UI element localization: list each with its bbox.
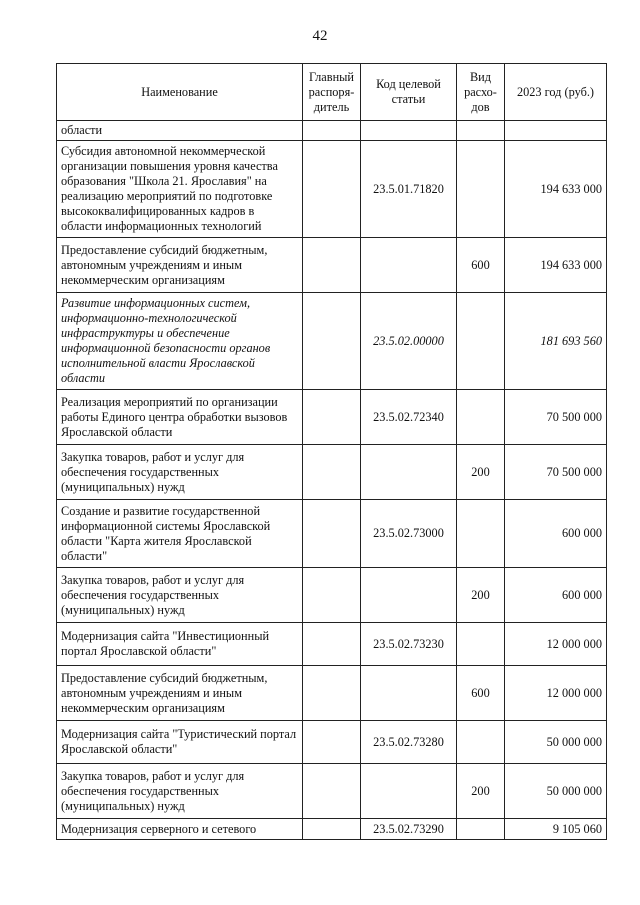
row-sum: 9 105 060 xyxy=(505,819,607,840)
row-sum: 194 633 000 xyxy=(505,238,607,293)
row-name: Реализация мероприятий по организации работы Единого центра обработки вызовов Ярославской области xyxy=(57,390,303,445)
row-vid xyxy=(457,623,505,666)
row-vid xyxy=(457,121,505,141)
row-name: Модернизация сайта "Инвестиционный портал Ярославской области" xyxy=(57,623,303,666)
row-vid: 200 xyxy=(457,445,505,500)
row-sum: 70 500 000 xyxy=(505,390,607,445)
row-code: 23.5.02.72340 xyxy=(361,390,457,445)
table-row xyxy=(57,764,607,819)
table-row xyxy=(57,445,607,500)
row-admin xyxy=(303,623,361,666)
row-admin xyxy=(303,764,361,819)
row-vid: 600 xyxy=(457,666,505,721)
row-sum: 50 000 000 xyxy=(505,721,607,764)
header-name: Наименование xyxy=(57,64,303,121)
row-admin xyxy=(303,238,361,293)
row-code: 23.5.02.73000 xyxy=(361,500,457,568)
budget-table xyxy=(56,63,607,840)
table-row xyxy=(57,623,607,666)
row-code: 23.5.02.00000 xyxy=(361,293,457,390)
row-code xyxy=(361,568,457,623)
row-vid xyxy=(457,293,505,390)
row-sum: 12 000 000 xyxy=(505,666,607,721)
row-sum: 194 633 000 xyxy=(505,141,607,238)
row-admin xyxy=(303,721,361,764)
page-number: 42 xyxy=(312,28,328,44)
table-row xyxy=(57,500,607,568)
header-vid: Вид расхо-дов xyxy=(457,64,505,121)
row-name: Субсидия автономной некоммерческой организации повышения уровня качества образования "Школа 21. Ярославия" на реализацию мероприятий по подготовке высококвалифицированных кадров в области информационных технологий xyxy=(57,141,303,238)
row-vid xyxy=(457,819,505,840)
row-name: Закупка товаров, работ и услуг для обеспечения государственных (муниципальных) нужд xyxy=(57,445,303,500)
row-name: Создание и развитие государственной информационной системы Ярославской области "Карта жителя Ярославской области" xyxy=(57,500,303,568)
table-row xyxy=(57,141,607,238)
row-sum: 12 000 000 xyxy=(505,623,607,666)
row-code xyxy=(361,121,457,141)
row-code xyxy=(361,666,457,721)
row-name: Закупка товаров, работ и услуг для обеспечения государственных (муниципальных) нужд xyxy=(57,764,303,819)
table-row xyxy=(57,238,607,293)
row-code: 23.5.02.73290 xyxy=(361,819,457,840)
row-admin xyxy=(303,666,361,721)
row-sum: 70 500 000 xyxy=(505,445,607,500)
header-code: Код целевой статьи xyxy=(361,64,457,121)
table-header-row xyxy=(57,64,607,121)
row-sum: 600 000 xyxy=(505,568,607,623)
row-code xyxy=(361,238,457,293)
row-admin xyxy=(303,141,361,238)
row-sum xyxy=(505,121,607,141)
row-admin xyxy=(303,568,361,623)
row-admin xyxy=(303,293,361,390)
row-code: 23.5.02.73280 xyxy=(361,721,457,764)
row-vid xyxy=(457,500,505,568)
table-row xyxy=(57,819,607,840)
table-row xyxy=(57,721,607,764)
row-code: 23.5.01.71820 xyxy=(361,141,457,238)
row-admin xyxy=(303,445,361,500)
row-name: Закупка товаров, работ и услуг для обеспечения государственных (муниципальных) нужд xyxy=(57,568,303,623)
row-name: Развитие информационных систем, информационно-технологической инфраструктуры и обеспечение информационной безопасности органов исполнительной власти Ярославской области xyxy=(57,293,303,390)
row-admin xyxy=(303,121,361,141)
row-sum: 600 000 xyxy=(505,500,607,568)
row-name: области xyxy=(57,121,303,141)
row-vid: 200 xyxy=(457,568,505,623)
header-sum: 2023 год (руб.) xyxy=(505,64,607,121)
row-name: Предоставление субсидий бюджетным, автономным учреждениям и иным некоммерческим организациям xyxy=(57,666,303,721)
row-admin xyxy=(303,390,361,445)
row-name: Предоставление субсидий бюджетным, автономным учреждениям и иным некоммерческим организациям xyxy=(57,238,303,293)
table-row xyxy=(57,666,607,721)
table-row xyxy=(57,293,607,390)
row-vid xyxy=(457,390,505,445)
row-admin xyxy=(303,500,361,568)
row-name: Модернизация серверного и сетевого xyxy=(57,819,303,840)
table-row xyxy=(57,121,607,141)
row-admin xyxy=(303,819,361,840)
row-vid: 600 xyxy=(457,238,505,293)
row-code xyxy=(361,445,457,500)
row-sum: 50 000 000 xyxy=(505,764,607,819)
table-row xyxy=(57,390,607,445)
row-code: 23.5.02.73230 xyxy=(361,623,457,666)
row-vid: 200 xyxy=(457,764,505,819)
header-admin: Главный распоря-дитель xyxy=(303,64,361,121)
row-name: Модернизация сайта "Туристический портал Ярославской области" xyxy=(57,721,303,764)
row-code xyxy=(361,764,457,819)
row-vid xyxy=(457,721,505,764)
table-row xyxy=(57,568,607,623)
row-vid xyxy=(457,141,505,238)
row-sum: 181 693 560 xyxy=(505,293,607,390)
